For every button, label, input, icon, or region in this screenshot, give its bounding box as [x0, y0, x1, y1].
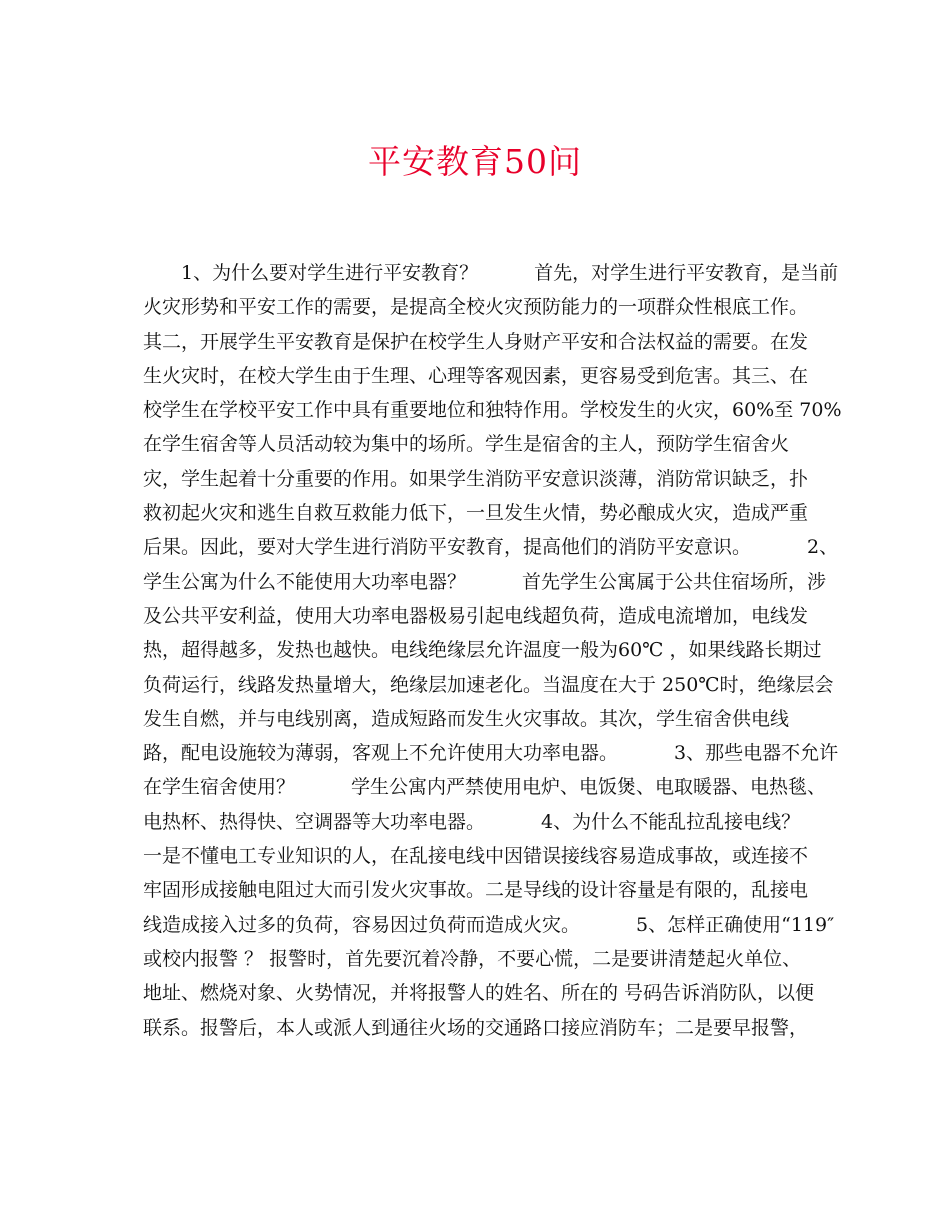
text-line: 其二，开展学生平安教育是保护在校学生人身财产平安和合法权益的需要。在发 — [143, 330, 809, 353]
text-line: 火灾形势和平安工作的需要，是提高全校火灾预防能力的一项群众性根底工作。 — [143, 296, 809, 319]
text-line: 负荷运行，线路发热量增大，绝缘层加速老化。当温度在大于 250℃时，绝缘层会 — [143, 673, 834, 696]
text-line: 或校内报警 ？ 报警时，首先要沉着冷静，不要心慌，二是要讲清楚起火单位、 — [143, 947, 802, 970]
document-title: 平安教育50问 — [368, 142, 582, 181]
text-line: 电热杯、热得快、空调器等大功率电器。 4、为什么不能乱拉乱接电线？ — [143, 810, 801, 833]
text-line: 在学生宿舍使用？ 学生公寓内严禁使用电炉、电饭煲、电取暖器、电热毯、 — [143, 776, 827, 799]
text-line: 后果。因此，要对大学生进行消防平安教育，提高他们的消防平安意识。 2、 — [143, 536, 839, 559]
text-line: 1、为什么要对学生进行平安教育？ 首先，对学生进行平安教育，是当前 — [181, 262, 839, 284]
text-line: 及公共平安利益，使用大功率电器极易引起电线超负荷，造成电流增加，电线发 — [143, 604, 809, 627]
text-line: 灾，学生起着十分重要的作用。如果学生消防平安意识淡薄，消防常识缺乏，扑 — [143, 467, 809, 490]
text-line: 学生公寓为什么不能使用大功率电器？ 首先学生公寓属于公共住宿场所，涉 — [143, 570, 827, 593]
text-line: 路，配电设施较为薄弱，客观上不允许使用大功率电器。 3、那些电器不允许 — [143, 742, 839, 765]
text-line: 热，超得越多，发热也越快。电线绝缘层允许温度一般为60℃ ，如果线路长期过 — [143, 639, 822, 662]
text-line: 牢固形成接触电阻过大而引发火灾事故。二是导线的设计容量是有限的，乱接电 — [143, 879, 809, 902]
text-line: 生火灾时，在校大学生由于生理、心理等客观因素，更容易受到危害。其三、在 — [143, 364, 809, 387]
text-line: 发生自燃，并与电线别离，造成短路而发生火灾事故。其次，学生宿舍供电线 — [143, 707, 790, 730]
text-line: 在学生宿舍等人员活动较为集中的场所。学生是宿舍的主人，预防学生宿舍火 — [143, 433, 790, 456]
text-line: 一是不懂电工专业知识的人，在乱接电线中因错误接线容易造成事故，或连接不 — [143, 845, 809, 868]
document-body — [143, 256, 842, 1045]
text-line: 线造成接入过多的负荷，容易因过负荷而造成火灾。 5、怎样正确使用“119″ — [143, 913, 835, 936]
text-line: 地址、燃烧对象、火势情况，并将报警人的姓名、所在的 号码告诉消防队，以便 — [143, 982, 815, 1005]
text-line: 校学生在学校平安工作中具有重要地位和独特作用。学校发生的火灾，60%至 70% — [143, 399, 842, 422]
text-line: 联系。报警后，本人或派人到通往火场的交通路口接应消防车；二是要早报警， — [143, 1016, 809, 1039]
text-line: 救初起火灾和逃生自救互救能力低下，一旦发生火情，势必酿成火灾，造成严重 — [143, 502, 809, 525]
